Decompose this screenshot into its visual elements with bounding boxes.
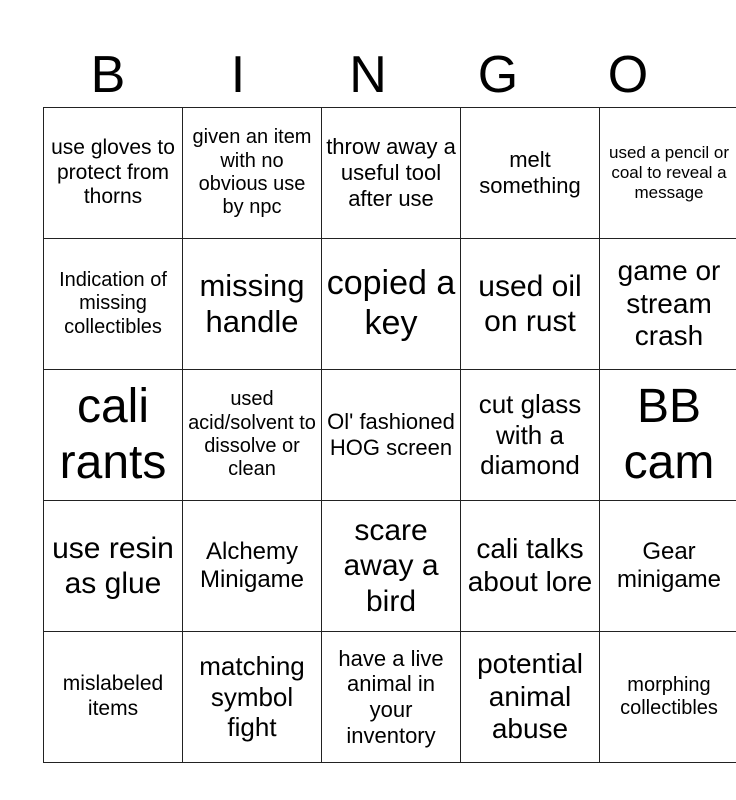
bingo-row	[44, 108, 736, 239]
header-letter-i: I	[230, 46, 246, 104]
bingo-cell[interactable]: scare away a bird	[322, 501, 461, 632]
header-letter-n: N	[349, 46, 387, 104]
bingo-cell[interactable]: BB cam	[600, 370, 736, 501]
bingo-cell[interactable]: cali talks about lore	[461, 501, 600, 632]
bingo-cell[interactable]: have a live animal in your inventory	[322, 632, 461, 763]
bingo-header	[43, 44, 693, 106]
bingo-cell[interactable]: mislabeled items	[44, 632, 183, 763]
bingo-cell[interactable]: melt something	[461, 108, 600, 239]
bingo-row	[44, 370, 736, 501]
bingo-row	[44, 239, 736, 370]
bingo-cell[interactable]: Alchemy Minigame	[183, 501, 322, 632]
bingo-row	[44, 501, 736, 632]
bingo-row	[44, 632, 736, 763]
bingo-cell[interactable]: copied a key	[322, 239, 461, 370]
bingo-cell[interactable]: used a pencil or coal to reveal a message	[600, 108, 736, 239]
bingo-cell[interactable]: Gear minigame	[600, 501, 736, 632]
bingo-cell[interactable]: morphing collectibles	[600, 632, 736, 763]
header-letter-b: B	[90, 46, 126, 104]
bingo-cell[interactable]: used oil on rust	[461, 239, 600, 370]
bingo-cell[interactable]: given an item with no obvious use by npc	[183, 108, 322, 239]
bingo-cell[interactable]: cut glass with a diamond	[461, 370, 600, 501]
bingo-cell[interactable]: Indication of missing collectibles	[44, 239, 183, 370]
bingo-card	[43, 107, 736, 763]
bingo-cell[interactable]: matching symbol fight	[183, 632, 322, 763]
bingo-cell[interactable]: used acid/solvent to dissolve or clean	[183, 370, 322, 501]
header-letter-o: O	[607, 46, 649, 104]
header-letter-g: G	[477, 46, 519, 104]
bingo-cell[interactable]: game or stream crash	[600, 239, 736, 370]
bingo-cell[interactable]: use resin as glue	[44, 501, 183, 632]
bingo-cell[interactable]: missing handle	[183, 239, 322, 370]
bingo-cell[interactable]: potential animal abuse	[461, 632, 600, 763]
bingo-cell[interactable]: Ol' fashioned HOG screen	[322, 370, 461, 501]
bingo-cell[interactable]: use gloves to protect from thorns	[44, 108, 183, 239]
bingo-cell[interactable]: cali rants	[44, 370, 183, 501]
bingo-cell[interactable]: throw away a useful tool after use	[322, 108, 461, 239]
